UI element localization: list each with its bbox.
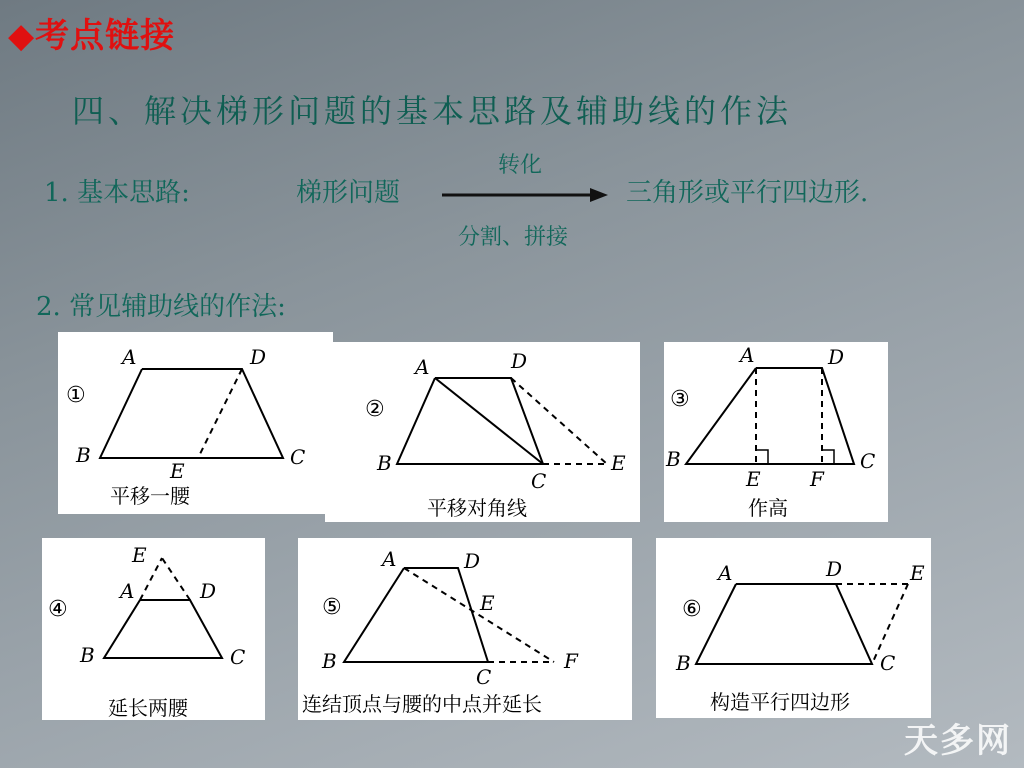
transform-arrow bbox=[440, 185, 610, 205]
figure-1-number: ① bbox=[66, 383, 86, 408]
figure-2-number: ② bbox=[365, 397, 385, 422]
figure-panel-3 bbox=[664, 342, 888, 522]
figure-3-number: ③ bbox=[670, 387, 690, 412]
section-header-text: 考点链接 bbox=[35, 16, 176, 56]
arrow-bottom-text: 分割、拼接 bbox=[458, 225, 569, 250]
vertex-label-a: A bbox=[415, 355, 430, 379]
figure-5-number: ⑤ bbox=[322, 595, 342, 620]
figure-panel-4 bbox=[42, 538, 265, 720]
vertex-label-a: A bbox=[122, 345, 137, 369]
vertex-label-f: F bbox=[564, 649, 578, 673]
vertex-label-c: C bbox=[880, 651, 896, 675]
arrow-top-text: 转化 bbox=[498, 153, 543, 178]
figure-2-caption: 平移对角线 bbox=[427, 496, 527, 520]
section-header bbox=[8, 8, 175, 57]
diamond-icon: ◆ bbox=[8, 16, 36, 56]
figure-1-caption: 平移一腰 bbox=[110, 484, 190, 508]
figure-3-caption: 作高 bbox=[748, 496, 788, 520]
vertex-label-e: E bbox=[611, 451, 626, 475]
vertex-label-c: C bbox=[476, 665, 492, 689]
watermark-logo: 天多网 bbox=[904, 721, 1012, 761]
idea-to: 三角形或平行四边形. bbox=[626, 178, 869, 208]
vertex-label-d: D bbox=[250, 345, 267, 369]
vertex-label-b: B bbox=[80, 643, 95, 667]
vertex-label-e: E bbox=[910, 561, 925, 585]
vertex-label-b: B bbox=[322, 649, 337, 673]
vertex-label-d: D bbox=[200, 579, 217, 603]
vertex-label-b: B bbox=[666, 447, 681, 471]
figure-panel-6 bbox=[656, 538, 931, 718]
vertex-label-c: C bbox=[531, 469, 547, 493]
vertex-label-e: E bbox=[746, 467, 761, 491]
vertex-label-d: D bbox=[464, 549, 481, 573]
vertex-label-a: A bbox=[740, 343, 755, 367]
vertex-label-e: E bbox=[170, 459, 185, 483]
figure-panel-2 bbox=[325, 342, 640, 522]
main-title: 四、解决梯形问题的基本思路及辅助线的作法 bbox=[72, 92, 793, 130]
vertex-label-a: A bbox=[718, 561, 733, 585]
vertex-label-c: C bbox=[860, 449, 876, 473]
figure-panel-1 bbox=[58, 332, 333, 514]
idea-label: 1. 基本思路: bbox=[44, 178, 190, 208]
vertex-label-d: D bbox=[826, 557, 843, 581]
vertex-label-d: D bbox=[511, 349, 528, 373]
vertex-label-e: E bbox=[480, 591, 495, 615]
vertex-label-a: A bbox=[120, 579, 135, 603]
figure-panel-5 bbox=[298, 538, 632, 720]
vertex-label-c: C bbox=[290, 445, 306, 469]
figure-1-diagram bbox=[58, 332, 333, 514]
figure-6-number: ⑥ bbox=[682, 597, 702, 622]
figure-4-caption: 延长两腰 bbox=[108, 696, 188, 720]
vertex-label-b: B bbox=[676, 651, 691, 675]
figure-6-caption: 构造平行四边形 bbox=[710, 690, 850, 714]
vertex-label-d: D bbox=[828, 345, 845, 369]
figure-5-caption: 连结顶点与腰的中点并延长 bbox=[302, 692, 542, 716]
vertex-label-c: C bbox=[230, 645, 246, 669]
figure-4-number: ④ bbox=[48, 597, 68, 622]
idea-from: 梯形问题 bbox=[296, 178, 401, 208]
vertex-label-f: F bbox=[810, 467, 824, 491]
methods-label: 2. 常见辅助线的作法: bbox=[36, 292, 286, 322]
vertex-label-e: E bbox=[132, 543, 147, 567]
vertex-label-b: B bbox=[76, 443, 91, 467]
vertex-label-a: A bbox=[382, 547, 397, 571]
vertex-label-b: B bbox=[377, 451, 392, 475]
